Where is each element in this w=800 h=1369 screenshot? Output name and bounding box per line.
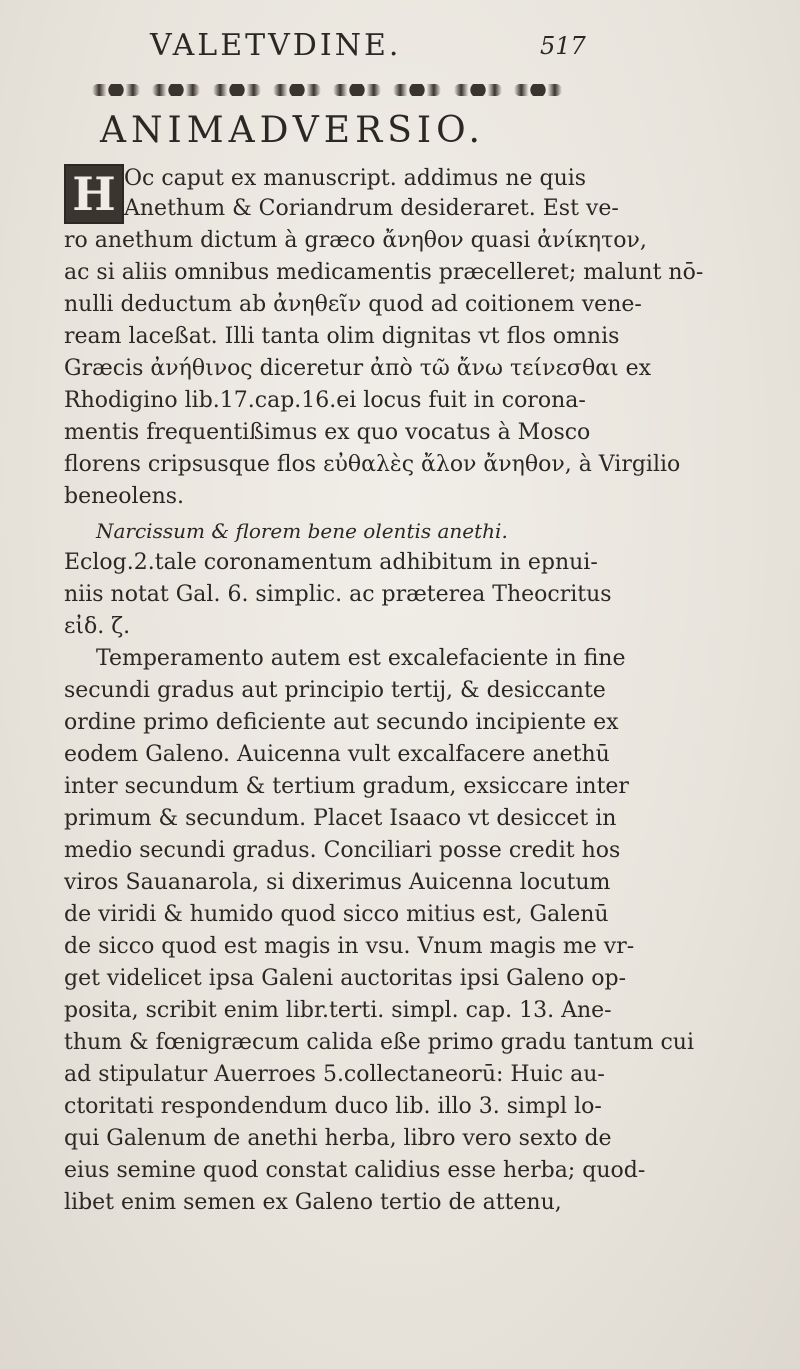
text-line: ro anethum dictum à græco ἄνηθον quasi ἀνίκητον, (64, 228, 647, 253)
text-line: medio secundi gradus. Conciliari posse credit hos (64, 838, 621, 863)
text-line: beneolens. (64, 484, 185, 509)
text-line: inter secundum & tertium gradum, exsiccare inter (64, 774, 629, 799)
text-line: ctoritati respondendum duco lib. illo 3. simpl lo- (64, 1094, 602, 1119)
text-line: thum & fœnigræcum calida eße primo gradu tantum cui (64, 1030, 694, 1055)
text-line: de sicco quod est magis in vsu. Vnum magis me vr- (64, 934, 635, 959)
text-line: Temperamento autem est excalefaciente in fine (96, 646, 626, 671)
ornament-motif-icon (514, 84, 562, 96)
ornament-motif-icon (454, 84, 502, 96)
section-title: ANIMADVERSIO. (100, 110, 485, 151)
text-line: ream laceßat. Illi tanta olim dignitas vt flos omnis (64, 324, 620, 349)
ornament-motif-icon (273, 84, 321, 96)
verse-quote: Narcissum & florem bene olentis anethi. (96, 519, 508, 543)
ornament-band-icon (92, 82, 562, 98)
text-line: Eclog.2.tale coronamentum adhibitum in epnui- (64, 550, 598, 575)
text-line: nulli deductum ab ἀνηθεῖν quod ad coitionem vene- (64, 292, 642, 317)
ornament-motif-icon (152, 84, 200, 96)
text-line: ordine primo deficiente aut secundo incipiente ex (64, 710, 619, 735)
text-line: ad stipulatur Auerroes 5.collectaneorū: Huic au- (64, 1062, 605, 1087)
ornament-motif-icon (213, 84, 261, 96)
ornament-motif-icon (333, 84, 381, 96)
running-head: VALETVDINE. (150, 28, 402, 63)
text-line: ac si aliis omnibus medicamentis præcelleret; malunt nō- (64, 260, 704, 285)
text-line: libet enim semen ex Galeno tertio de attenu, (64, 1190, 562, 1215)
text-line: eodem Galeno. Auicenna vult excalfacere anethū (64, 742, 610, 767)
text-line: get videlicet ipsa Galeni auctoritas ipsi Galeno op- (64, 966, 627, 991)
text-line: Rhodigino lib.17.cap.16.ei locus fuit in corona- (64, 388, 586, 413)
text-line: mentis frequentißimus ex quo vocatus à Mosco (64, 420, 591, 445)
page-number: 517 (540, 32, 586, 60)
text-line: Anethum & Coriandrum desideraret. Est ve- (124, 196, 619, 221)
text-line: niis notat Gal. 6. simplic. ac præterea Theocritus (64, 582, 612, 607)
text-line: Oc caput ex manuscript. addimus ne quis (124, 166, 587, 191)
text-line: posita, scribit enim libr.terti. simpl. cap. 13. Ane- (64, 998, 612, 1023)
ornament-motif-icon (393, 84, 441, 96)
text-line: viros Sauanarola, si dixerimus Auicenna locutum (64, 870, 611, 895)
text-line: eius semine quod constat calidius esse herba; quod- (64, 1158, 646, 1183)
text-line: de viridi & humido quod sicco mitius est, Galenū (64, 902, 609, 927)
ornament-motif-icon (92, 84, 140, 96)
text-line: primum & secundum. Placet Isaaco vt desiccet in (64, 806, 617, 831)
drop-cap: H (64, 164, 124, 224)
text-line: secundi gradus aut principio tertij, & desiccante (64, 678, 606, 703)
text-line: Græcis ἀνήθινος diceretur ἀπὸ τῶ ἄνω τείνεσθαι ex (64, 356, 652, 381)
text-line: florens cripsusque flos εὐθαλὲς ἄλον ἄνηθον, à Virgilio (64, 452, 681, 477)
text-line: εἰδ. ζ. (64, 614, 131, 639)
text-line: qui Galenum de anethi herba, libro vero sexto de (64, 1126, 612, 1151)
